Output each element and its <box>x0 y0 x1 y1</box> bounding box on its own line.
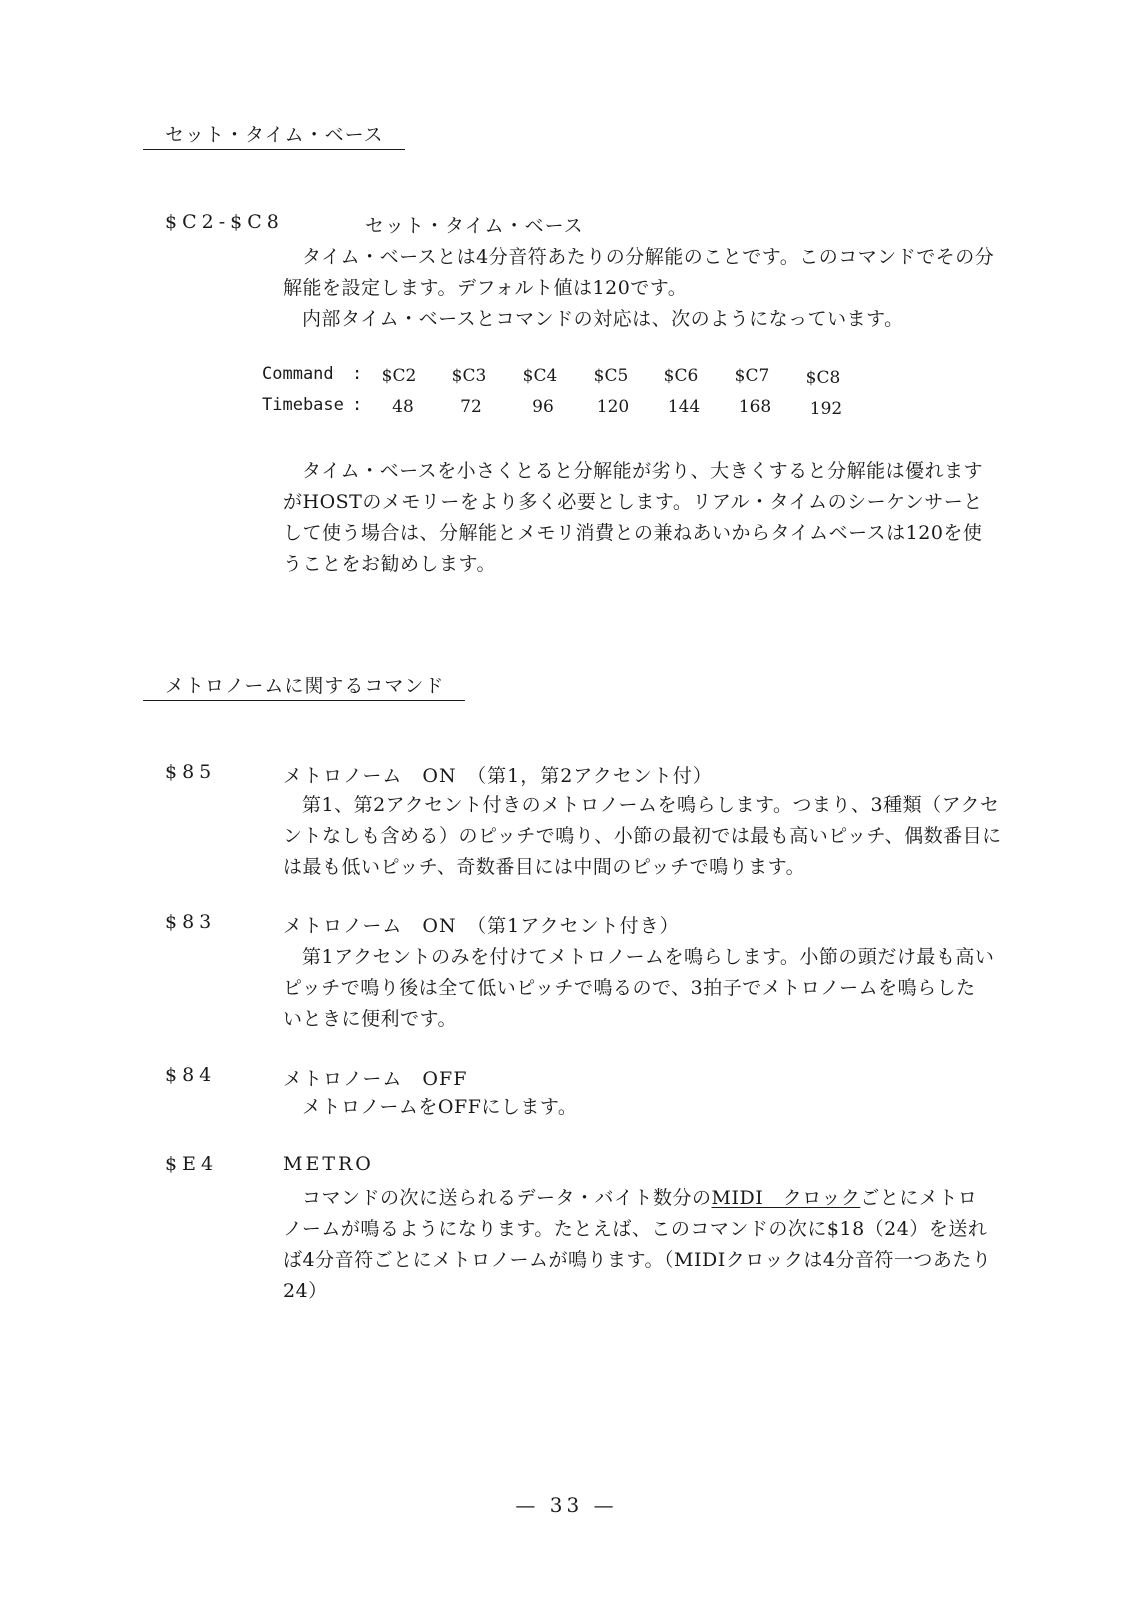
command-code: $83 <box>165 911 217 933</box>
description-paragraph: タイム・ベースとは4分音符あたりの分解能のことです。このコマンドでその分解能を設定します。デフォルト値は120です。 <box>283 246 995 299</box>
description-text: ごとにメトロノームが鳴るようになります。たとえば、このコマンドの次に$18（24）を送れば4分音符ごとにメトロノームが鳴ります。（MIDIクロックは4分音符一つあたり24） <box>283 1187 992 1302</box>
table-cell: 144 <box>667 397 701 417</box>
command-code: $E4 <box>165 1153 219 1175</box>
page-number: — 33 — <box>515 1493 618 1517</box>
command-description <box>283 1092 995 1123</box>
table-cell: 96 <box>532 397 554 417</box>
section-heading-metronome: メトロノームに関するコマンド <box>143 671 465 701</box>
table-cell: 120 <box>596 397 630 417</box>
timebase-note <box>283 456 995 580</box>
table-separator: : <box>352 395 363 415</box>
table-row-label: Timebase <box>262 395 344 415</box>
table-cell: $C2 <box>381 366 417 386</box>
section-heading-time-base: セット・タイム・ベース <box>143 120 405 150</box>
command-name: メトロノーム OFF <box>283 1068 468 1090</box>
command-description <box>283 942 995 1035</box>
table-cell: $C8 <box>805 368 841 388</box>
table-cell: $C3 <box>451 366 487 386</box>
command-name: METRO <box>283 1153 374 1175</box>
table-cell: 72 <box>460 397 482 417</box>
table-row-label: Command <box>262 364 334 384</box>
description-paragraph: 第1、第2アクセント付きのメトロノームを鳴らします。つまり、3種類（アクセントなしも含める）のピッチで鳴り、小節の最初では最も高いピッチ、偶数番目には最も低いピッチ、奇数番目には中間のピッチで鳴ります。 <box>283 794 1002 878</box>
command-description <box>283 242 995 335</box>
command-description <box>283 790 1005 883</box>
description-paragraph: 内部タイム・ベースとコマンドの対応は、次のようになっています。 <box>302 308 904 330</box>
table-cell: $C4 <box>522 366 558 386</box>
command-name: セット・タイム・ベース <box>365 215 584 237</box>
description-paragraph <box>283 1183 995 1307</box>
description-paragraph: メトロノームをOFFにします。 <box>302 1096 578 1118</box>
table-cell: 168 <box>738 397 772 417</box>
table-cell: $C5 <box>593 366 629 386</box>
note-paragraph: タイム・ベースを小さくとると分解能が劣り、大きくすると分解能は優れますがHOSTのメモリーをより多く必要とします。リアル・タイムのシーケンサーとして使う場合は、分解能とメモリ消費との兼ねあいからタイムベースは120を使うことをお勧めします。 <box>283 460 984 575</box>
table-cell: $C7 <box>734 366 770 386</box>
description-text: コマンドの次に送られるデータ・バイト数分の <box>302 1187 712 1209</box>
midi-clock-underlined: MIDI クロック <box>711 1187 861 1209</box>
table-cell: 48 <box>392 397 414 417</box>
command-name: メトロノーム ON （第1，第2アクセント付） <box>283 765 713 787</box>
description-paragraph: 第1アクセントのみを付けてメトロノームを鳴らします。小節の頭だけ最も高いピッチで鳴り後は全て低いピッチで鳴るので、3拍子でメトロノームを鳴らしたいときに便利です。 <box>283 946 995 1030</box>
table-separator: : <box>352 364 363 384</box>
table-cell: 192 <box>809 399 843 419</box>
command-name: メトロノーム ON （第1アクセント付き） <box>283 915 680 937</box>
command-code: $C2-$C8 <box>165 211 284 233</box>
command-code: $84 <box>165 1064 217 1086</box>
table-cell: $C6 <box>663 366 699 386</box>
command-description <box>283 1183 995 1307</box>
command-code: $85 <box>165 761 217 783</box>
